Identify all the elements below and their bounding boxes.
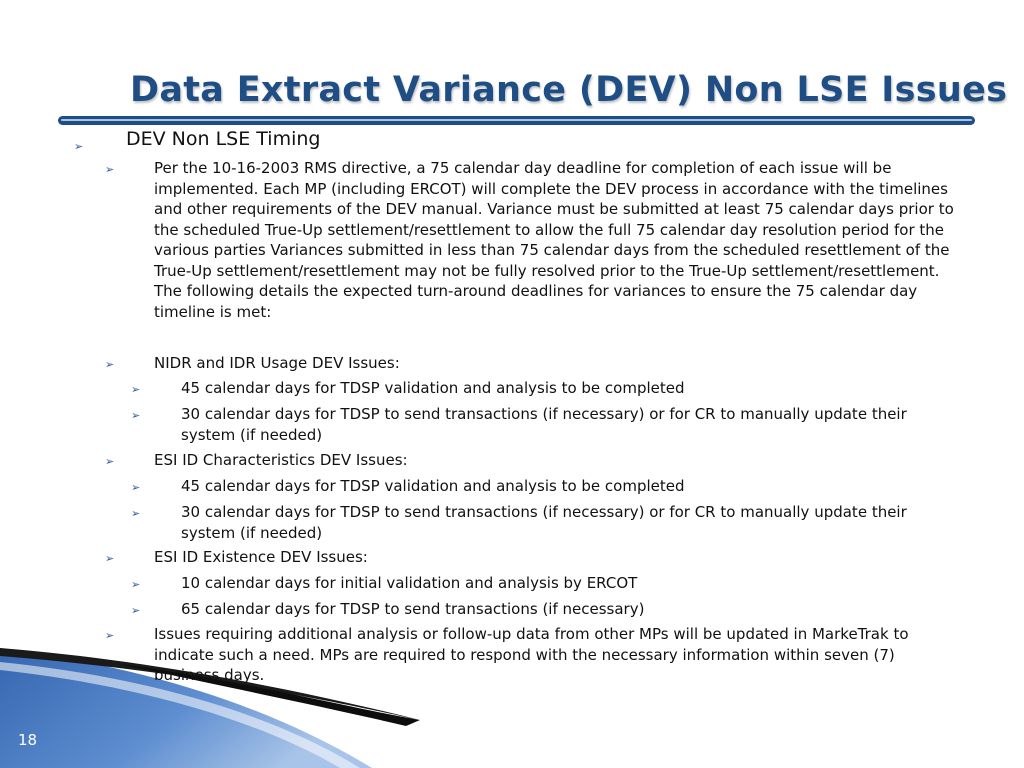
closing-paragraph: Issues requiring additional analysis or follow-up data from other MPs will be updated in MarkeTrak to indicate such a need. MPs are required to respond with the necessary information within seven (7) business days. — [154, 625, 909, 684]
section-label-usage: NIDR and IDR Usage DEV Issues: — [154, 354, 400, 372]
page-number: 18 — [18, 731, 38, 749]
arrowhead-bullet-icon: ➢ — [131, 578, 141, 591]
arrowhead-bullet-icon: ➢ — [131, 481, 141, 494]
arrowhead-bullet-icon: ➢ — [105, 629, 115, 642]
section-heading: DEV Non LSE Timing — [126, 128, 321, 150]
arrowhead-bullet-icon: ➢ — [74, 140, 84, 153]
arrowhead-bullet-icon: ➢ — [131, 383, 141, 396]
arrowhead-bullet-icon: ➢ — [105, 552, 115, 565]
list-item: 30 calendar days for TDSP to send transactions (if necessary) or for CR to manually update their system (if needed) — [181, 405, 907, 444]
section-label-existence: ESI ID Existence DEV Issues: — [154, 548, 368, 566]
list-item: 30 calendar days for TDSP to send transactions (if necessary) or for CR to manually update their system (if needed) — [181, 503, 907, 542]
list-item: 45 calendar days for TDSP validation and analysis to be completed — [181, 477, 685, 495]
arrowhead-bullet-icon: ➢ — [105, 163, 115, 176]
slide-title: Data Extract Variance (DEV) Non LSE Issues — [130, 70, 1008, 110]
list-item: 65 calendar days for TDSP to send transactions (if necessary) — [181, 600, 645, 618]
section-label-characteristics: ESI ID Characteristics DEV Issues: — [154, 451, 408, 469]
arrowhead-bullet-icon: ➢ — [105, 455, 115, 468]
intro-paragraph: Per the 10-16-2003 RMS directive, a 75 calendar day deadline for completion of each issue will be implemented. Each MP (including ERCOT) will complete the DEV process in accordance with the timelines and other requirements of the DEV manual. Variance must be submitted at least 75 calendar days prior to the scheduled True-Up settlement/resettlement to allow the full 75 calendar day resolution period for the various parties Variances submitted in less than 75 calendar days from the scheduled resettlement of the True-Up settlement/resettlement may not be fully resolved prior to the True-Up settlement/resettlement. The following details the expected turn-around deadlines for variances to ensure the 75 calendar day timeline is met: — [154, 159, 954, 321]
arrowhead-bullet-icon: ➢ — [131, 409, 141, 422]
list-item: 45 calendar days for TDSP validation and analysis to be completed — [181, 379, 685, 397]
arrowhead-bullet-icon: ➢ — [131, 507, 141, 520]
arrowhead-bullet-icon: ➢ — [131, 604, 141, 617]
title-underline — [58, 116, 975, 125]
list-item: 10 calendar days for initial validation and analysis by ERCOT — [181, 574, 638, 592]
arrowhead-bullet-icon: ➢ — [105, 358, 115, 371]
